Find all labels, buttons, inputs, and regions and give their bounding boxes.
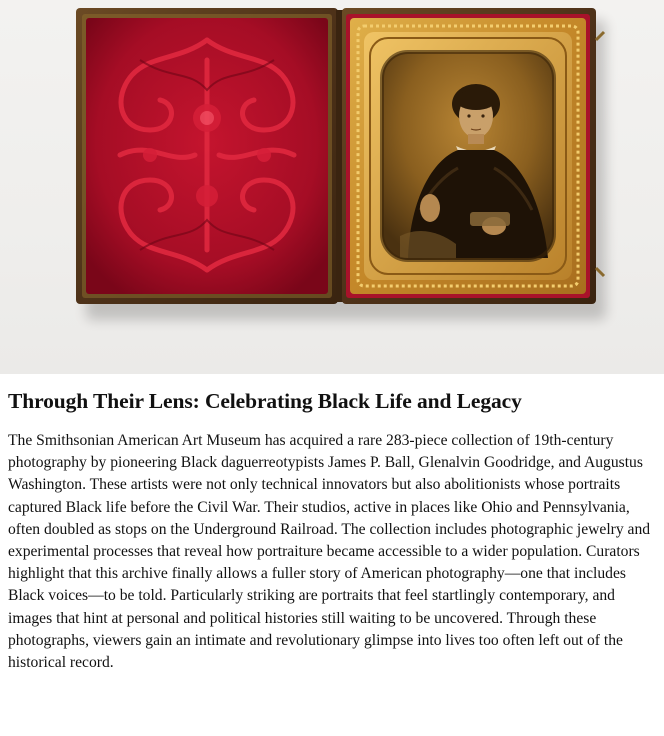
article-headline: Through Their Lens: Celebrating Black Life and Legacy <box>8 389 522 413</box>
article <box>8 386 658 674</box>
case-photo-right <box>342 8 596 304</box>
case-lid-left <box>76 8 338 304</box>
article-body: The Smithsonian American Art Museum has acquired a rare 283-piece collection of 19th-century photography by pioneering Black daguerreotypists James P. Ball, Glenalvin Goodridge, and Augustus Washington. These artists were not only technical innovators but also abolitionists whose portraits captured Black life before the Civil War. Their studios, active in places like Ohio and Pennsylvania, often doubled as stops on the Underground Railroad. The collection includes photographic jewelry and experimental processes that reveal how portraiture became accessible to a wider population. Curators highlight that this archive finally allows a fuller story of American photography—one that includes Black voices—to be told. Particularly striking are portraits that feel startlingly contemporary, and images that hint at personal and political histories still waiting to be uncovered. Through these photographs, viewers gain an intimate and revolutionary glimpse into lives too often left out of the historical record. <box>8 432 651 672</box>
